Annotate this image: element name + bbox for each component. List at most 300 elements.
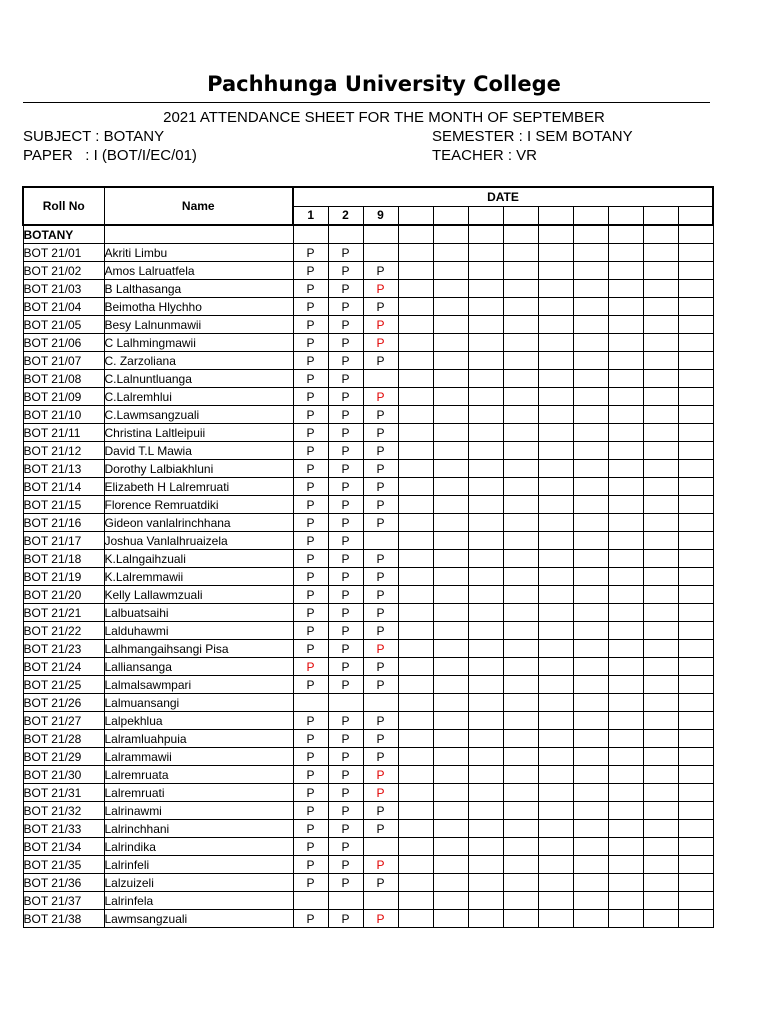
student-name-cell: Gideon vanlalrinchhana <box>104 514 293 532</box>
attendance-mark-cell <box>468 424 503 442</box>
attendance-mark-cell: P <box>328 676 363 694</box>
attendance-mark-cell <box>643 640 678 658</box>
attendance-mark-cell <box>398 604 433 622</box>
attendance-mark-cell <box>503 604 538 622</box>
attendance-mark-cell <box>608 856 643 874</box>
student-name-cell: Lalhmangaihsangi Pisa <box>104 640 293 658</box>
attendance-mark-cell <box>468 496 503 514</box>
attendance-mark-cell <box>678 460 713 478</box>
attendance-mark-cell <box>468 856 503 874</box>
attendance-mark-cell <box>503 874 538 892</box>
attendance-mark-cell: P <box>293 640 328 658</box>
attendance-mark-cell <box>468 820 503 838</box>
attendance-mark-cell <box>678 496 713 514</box>
attendance-mark-cell <box>538 604 573 622</box>
attendance-mark-cell <box>433 442 468 460</box>
attendance-mark-cell <box>643 334 678 352</box>
attendance-mark-cell <box>433 910 468 928</box>
attendance-mark-cell <box>433 766 468 784</box>
attendance-mark-cell <box>433 730 468 748</box>
attendance-mark-cell: P <box>328 568 363 586</box>
table-row <box>23 568 713 586</box>
attendance-mark-cell: P <box>293 496 328 514</box>
attendance-mark-cell: P <box>363 460 398 478</box>
attendance-mark-cell <box>538 532 573 550</box>
attendance-mark-cell <box>608 676 643 694</box>
table-row <box>23 298 713 316</box>
student-name-cell: Lawmsangzuali <box>104 910 293 928</box>
roll-no-cell: BOT 21/08 <box>23 370 104 388</box>
attendance-mark-cell: P <box>363 388 398 406</box>
roll-no-cell: BOT 21/19 <box>23 568 104 586</box>
attendance-mark-cell <box>538 748 573 766</box>
attendance-mark-cell <box>608 478 643 496</box>
roll-no-cell: BOT 21/37 <box>23 892 104 910</box>
attendance-mark-cell: P <box>363 874 398 892</box>
attendance-mark-cell: P <box>293 334 328 352</box>
student-name-cell: Florence Remruatdiki <box>104 496 293 514</box>
attendance-mark-cell <box>643 748 678 766</box>
attendance-mark-cell <box>468 784 503 802</box>
attendance-mark-cell <box>608 748 643 766</box>
attendance-mark-cell <box>503 820 538 838</box>
attendance-mark-cell <box>433 604 468 622</box>
student-name-cell: C Lalhmingmawii <box>104 334 293 352</box>
attendance-mark-cell: P <box>293 442 328 460</box>
student-name-cell: Lalliansanga <box>104 658 293 676</box>
attendance-mark-cell <box>678 784 713 802</box>
attendance-mark-cell <box>573 640 608 658</box>
attendance-mark-cell <box>538 496 573 514</box>
student-name-cell: Lalmuansangi <box>104 694 293 712</box>
attendance-mark-cell <box>643 820 678 838</box>
attendance-mark-cell <box>433 820 468 838</box>
attendance-mark-cell <box>573 712 608 730</box>
day-column-header <box>503 206 538 225</box>
roll-no-cell: BOT 21/13 <box>23 460 104 478</box>
attendance-mark-cell: P <box>363 586 398 604</box>
attendance-mark-cell <box>398 388 433 406</box>
attendance-mark-cell <box>643 586 678 604</box>
attendance-mark-cell: P <box>328 334 363 352</box>
attendance-mark-cell: P <box>293 424 328 442</box>
attendance-mark-cell <box>538 550 573 568</box>
attendance-mark-cell: P <box>293 658 328 676</box>
attendance-mark-cell <box>643 604 678 622</box>
attendance-mark-cell <box>433 712 468 730</box>
attendance-mark-cell: P <box>293 244 328 262</box>
student-name-cell: Elizabeth H Lalremruati <box>104 478 293 496</box>
attendance-mark-cell <box>538 730 573 748</box>
attendance-mark-cell <box>538 676 573 694</box>
attendance-mark-cell: P <box>363 802 398 820</box>
attendance-mark-cell: P <box>363 478 398 496</box>
attendance-mark-cell <box>643 694 678 712</box>
attendance-mark-cell: P <box>328 910 363 928</box>
attendance-mark-cell <box>503 550 538 568</box>
attendance-mark-cell: P <box>293 676 328 694</box>
attendance-mark-cell: P <box>363 424 398 442</box>
attendance-mark-cell: P <box>328 352 363 370</box>
attendance-mark-cell: P <box>363 820 398 838</box>
attendance-mark-cell <box>608 370 643 388</box>
attendance-mark-cell <box>398 640 433 658</box>
attendance-mark-cell <box>468 388 503 406</box>
attendance-mark-cell <box>538 370 573 388</box>
attendance-mark-cell <box>608 496 643 514</box>
attendance-mark-cell <box>433 334 468 352</box>
attendance-mark-cell: P <box>293 478 328 496</box>
attendance-mark-cell <box>398 262 433 280</box>
attendance-mark-cell <box>468 568 503 586</box>
roll-no-cell: BOT 21/03 <box>23 280 104 298</box>
attendance-mark-cell <box>398 568 433 586</box>
title-divider <box>23 102 710 103</box>
attendance-mark-cell: P <box>328 820 363 838</box>
attendance-mark-cell <box>678 352 713 370</box>
table-row <box>23 694 713 712</box>
day-column-header <box>608 206 643 225</box>
attendance-mark-cell <box>608 604 643 622</box>
attendance-mark-cell <box>573 424 608 442</box>
attendance-mark-cell <box>433 784 468 802</box>
attendance-mark-cell <box>678 910 713 928</box>
attendance-mark-cell: P <box>328 748 363 766</box>
attendance-mark-cell <box>678 604 713 622</box>
student-name-cell: Lalzuizeli <box>104 874 293 892</box>
attendance-mark-cell <box>643 784 678 802</box>
attendance-mark-cell <box>643 532 678 550</box>
attendance-mark-cell <box>573 334 608 352</box>
attendance-mark-cell <box>503 658 538 676</box>
attendance-mark-cell <box>538 568 573 586</box>
attendance-mark-cell <box>398 550 433 568</box>
attendance-mark-cell <box>573 766 608 784</box>
attendance-mark-cell <box>293 892 328 910</box>
table-row <box>23 370 713 388</box>
attendance-mark-cell <box>538 442 573 460</box>
attendance-mark-cell <box>363 892 398 910</box>
attendance-mark-cell <box>503 514 538 532</box>
attendance-mark-cell <box>433 640 468 658</box>
attendance-mark-cell: P <box>363 316 398 334</box>
attendance-mark-cell <box>503 856 538 874</box>
attendance-mark-cell <box>608 802 643 820</box>
attendance-mark-cell <box>433 388 468 406</box>
table-row <box>23 676 713 694</box>
table-row <box>23 712 713 730</box>
attendance-mark-cell <box>398 730 433 748</box>
attendance-mark-cell: P <box>363 658 398 676</box>
attendance-mark-cell <box>398 478 433 496</box>
attendance-mark-cell <box>433 496 468 514</box>
attendance-mark-cell: P <box>328 604 363 622</box>
attendance-mark-cell <box>468 910 503 928</box>
table-row <box>23 784 713 802</box>
attendance-mark-cell <box>678 388 713 406</box>
attendance-mark-cell <box>573 280 608 298</box>
roll-no-cell: BOT 21/20 <box>23 586 104 604</box>
attendance-mark-cell <box>468 604 503 622</box>
attendance-mark-cell: P <box>328 298 363 316</box>
attendance-mark-cell <box>538 874 573 892</box>
table-row <box>23 244 713 262</box>
attendance-mark-cell: P <box>328 802 363 820</box>
roll-no-cell: BOT 21/24 <box>23 658 104 676</box>
attendance-mark-cell <box>608 910 643 928</box>
attendance-mark-cell <box>433 568 468 586</box>
attendance-mark-cell: P <box>328 424 363 442</box>
table-row <box>23 658 713 676</box>
student-name-cell: K.Lalngaihzuali <box>104 550 293 568</box>
attendance-mark-cell <box>538 316 573 334</box>
attendance-mark-cell <box>608 622 643 640</box>
table-row <box>23 586 713 604</box>
roll-no-cell: BOT 21/25 <box>23 676 104 694</box>
attendance-mark-cell: P <box>328 550 363 568</box>
attendance-mark-cell <box>678 802 713 820</box>
attendance-mark-cell: P <box>328 874 363 892</box>
attendance-mark-cell <box>678 334 713 352</box>
attendance-mark-cell <box>608 730 643 748</box>
attendance-mark-cell <box>503 532 538 550</box>
roll-no-cell: BOT 21/01 <box>23 244 104 262</box>
attendance-mark-cell <box>398 586 433 604</box>
attendance-mark-cell <box>538 460 573 478</box>
attendance-mark-cell <box>608 316 643 334</box>
attendance-mark-cell: P <box>363 334 398 352</box>
attendance-mark-cell: P <box>293 802 328 820</box>
attendance-mark-cell: P <box>293 460 328 478</box>
roll-no-cell: BOT 21/30 <box>23 766 104 784</box>
roll-no-cell: BOT 21/11 <box>23 424 104 442</box>
attendance-mark-cell <box>573 316 608 334</box>
attendance-mark-cell <box>398 424 433 442</box>
attendance-mark-cell <box>573 370 608 388</box>
attendance-mark-cell <box>538 424 573 442</box>
attendance-mark-cell: P <box>363 640 398 658</box>
attendance-mark-cell <box>433 838 468 856</box>
attendance-mark-cell: P <box>293 784 328 802</box>
attendance-mark-cell <box>433 622 468 640</box>
student-name-cell: Lalremruati <box>104 784 293 802</box>
attendance-mark-cell: P <box>328 496 363 514</box>
table-row <box>23 316 713 334</box>
attendance-mark-cell <box>643 514 678 532</box>
attendance-mark-cell <box>643 424 678 442</box>
attendance-mark-cell: P <box>363 748 398 766</box>
attendance-mark-cell <box>678 550 713 568</box>
attendance-mark-cell <box>643 658 678 676</box>
attendance-mark-cell <box>538 838 573 856</box>
attendance-mark-cell: P <box>363 730 398 748</box>
attendance-mark-cell <box>433 316 468 334</box>
attendance-mark-cell <box>433 874 468 892</box>
attendance-mark-cell <box>643 298 678 316</box>
attendance-mark-cell <box>678 676 713 694</box>
attendance-mark-cell <box>328 694 363 712</box>
attendance-mark-cell <box>538 244 573 262</box>
attendance-mark-cell <box>643 370 678 388</box>
attendance-mark-cell <box>678 244 713 262</box>
attendance-mark-cell <box>398 910 433 928</box>
attendance-mark-cell <box>503 730 538 748</box>
attendance-mark-cell <box>538 856 573 874</box>
attendance-mark-cell: P <box>363 442 398 460</box>
roll-no-cell: BOT 21/29 <box>23 748 104 766</box>
roll-no-cell: BOT 21/12 <box>23 442 104 460</box>
attendance-mark-cell <box>643 478 678 496</box>
attendance-mark-cell <box>503 784 538 802</box>
day-column-header <box>468 206 503 225</box>
attendance-mark-cell: P <box>293 298 328 316</box>
student-name-cell: K.Lalremmawii <box>104 568 293 586</box>
attendance-mark-cell <box>643 406 678 424</box>
attendance-mark-cell <box>503 622 538 640</box>
student-name-cell: C.Lalremhlui <box>104 388 293 406</box>
attendance-mark-cell <box>643 442 678 460</box>
sheet-subtitle: 2021 ATTENDANCE SHEET FOR THE MONTH OF SEPTEMBER <box>163 109 605 126</box>
roll-no-cell: BOT 21/06 <box>23 334 104 352</box>
attendance-mark-cell <box>538 262 573 280</box>
attendance-mark-cell <box>678 694 713 712</box>
attendance-mark-cell: P <box>293 388 328 406</box>
attendance-mark-cell <box>608 442 643 460</box>
attendance-mark-cell <box>503 280 538 298</box>
attendance-mark-cell <box>433 856 468 874</box>
attendance-mark-cell: P <box>293 874 328 892</box>
attendance-mark-cell <box>538 514 573 532</box>
attendance-mark-cell <box>608 838 643 856</box>
attendance-mark-cell <box>503 370 538 388</box>
table-row <box>23 910 713 928</box>
attendance-mark-cell: P <box>293 748 328 766</box>
day-column-header <box>433 206 468 225</box>
attendance-mark-cell <box>398 820 433 838</box>
table-row <box>23 280 713 298</box>
attendance-mark-cell <box>433 460 468 478</box>
table-row <box>23 442 713 460</box>
attendance-mark-cell: P <box>328 622 363 640</box>
attendance-mark-cell <box>398 406 433 424</box>
subject-label: SUBJECT : BOTANY <box>23 128 165 145</box>
table-row <box>23 730 713 748</box>
attendance-mark-cell <box>573 586 608 604</box>
attendance-mark-cell <box>643 838 678 856</box>
attendance-mark-cell: P <box>328 406 363 424</box>
attendance-mark-cell <box>503 478 538 496</box>
attendance-mark-cell <box>573 514 608 532</box>
attendance-mark-cell: P <box>363 766 398 784</box>
student-name-cell: Lalrinawmi <box>104 802 293 820</box>
attendance-mark-cell <box>468 892 503 910</box>
attendance-mark-cell <box>573 838 608 856</box>
attendance-mark-cell <box>538 352 573 370</box>
attendance-mark-cell <box>678 262 713 280</box>
student-name-cell: Kelly Lallawmzuali <box>104 586 293 604</box>
attendance-mark-cell <box>573 784 608 802</box>
attendance-mark-cell: P <box>293 712 328 730</box>
attendance-mark-cell <box>468 262 503 280</box>
attendance-mark-cell: P <box>293 586 328 604</box>
semester-label: SEMESTER : I SEM BOTANY <box>432 128 633 145</box>
attendance-mark-cell <box>433 406 468 424</box>
attendance-mark-cell <box>573 478 608 496</box>
attendance-mark-cell <box>678 316 713 334</box>
attendance-mark-cell <box>433 748 468 766</box>
attendance-mark-cell: P <box>293 820 328 838</box>
roll-no-cell: BOT 21/38 <box>23 910 104 928</box>
attendance-mark-cell <box>468 730 503 748</box>
day-column-header <box>398 206 433 225</box>
attendance-mark-cell <box>573 676 608 694</box>
attendance-mark-cell <box>503 460 538 478</box>
attendance-mark-cell <box>503 694 538 712</box>
attendance-mark-cell <box>573 568 608 586</box>
table-row <box>23 874 713 892</box>
student-name-cell: Lalbuatsaihi <box>104 604 293 622</box>
attendance-mark-cell <box>433 478 468 496</box>
attendance-mark-cell <box>433 370 468 388</box>
attendance-mark-cell <box>573 694 608 712</box>
attendance-mark-cell <box>608 640 643 658</box>
student-name-cell: Amos Lalruatfela <box>104 262 293 280</box>
attendance-mark-cell <box>468 298 503 316</box>
section-label: BOTANY <box>23 225 104 244</box>
student-name-cell: Lalpekhlua <box>104 712 293 730</box>
attendance-mark-cell <box>643 568 678 586</box>
table-row <box>23 334 713 352</box>
attendance-mark-cell <box>433 514 468 532</box>
attendance-mark-cell <box>503 766 538 784</box>
attendance-mark-cell <box>643 316 678 334</box>
attendance-mark-cell <box>468 586 503 604</box>
attendance-mark-cell <box>608 586 643 604</box>
attendance-mark-cell <box>678 424 713 442</box>
attendance-mark-cell: P <box>363 784 398 802</box>
attendance-mark-cell <box>503 712 538 730</box>
roll-no-cell: BOT 21/28 <box>23 730 104 748</box>
attendance-mark-cell <box>468 352 503 370</box>
student-name-cell: Lalrindika <box>104 838 293 856</box>
roll-no-cell: BOT 21/27 <box>23 712 104 730</box>
attendance-mark-cell <box>433 262 468 280</box>
attendance-mark-cell <box>608 388 643 406</box>
attendance-mark-cell <box>573 874 608 892</box>
attendance-mark-cell <box>608 424 643 442</box>
attendance-mark-cell <box>398 838 433 856</box>
attendance-mark-cell <box>608 262 643 280</box>
attendance-mark-cell: P <box>328 730 363 748</box>
roll-no-header: Roll No <box>23 187 104 225</box>
attendance-mark-cell <box>573 748 608 766</box>
attendance-mark-cell <box>468 478 503 496</box>
roll-no-cell: BOT 21/33 <box>23 820 104 838</box>
student-name-cell: Lalramluahpuia <box>104 730 293 748</box>
attendance-mark-cell <box>398 334 433 352</box>
attendance-mark-cell <box>573 820 608 838</box>
roll-no-cell: BOT 21/21 <box>23 604 104 622</box>
attendance-mark-cell <box>608 892 643 910</box>
attendance-mark-cell <box>503 640 538 658</box>
roll-no-cell: BOT 21/31 <box>23 784 104 802</box>
attendance-mark-cell: P <box>363 604 398 622</box>
attendance-mark-cell <box>573 532 608 550</box>
attendance-table <box>22 186 714 928</box>
attendance-mark-cell <box>538 334 573 352</box>
attendance-mark-cell: P <box>293 568 328 586</box>
table-row <box>23 460 713 478</box>
